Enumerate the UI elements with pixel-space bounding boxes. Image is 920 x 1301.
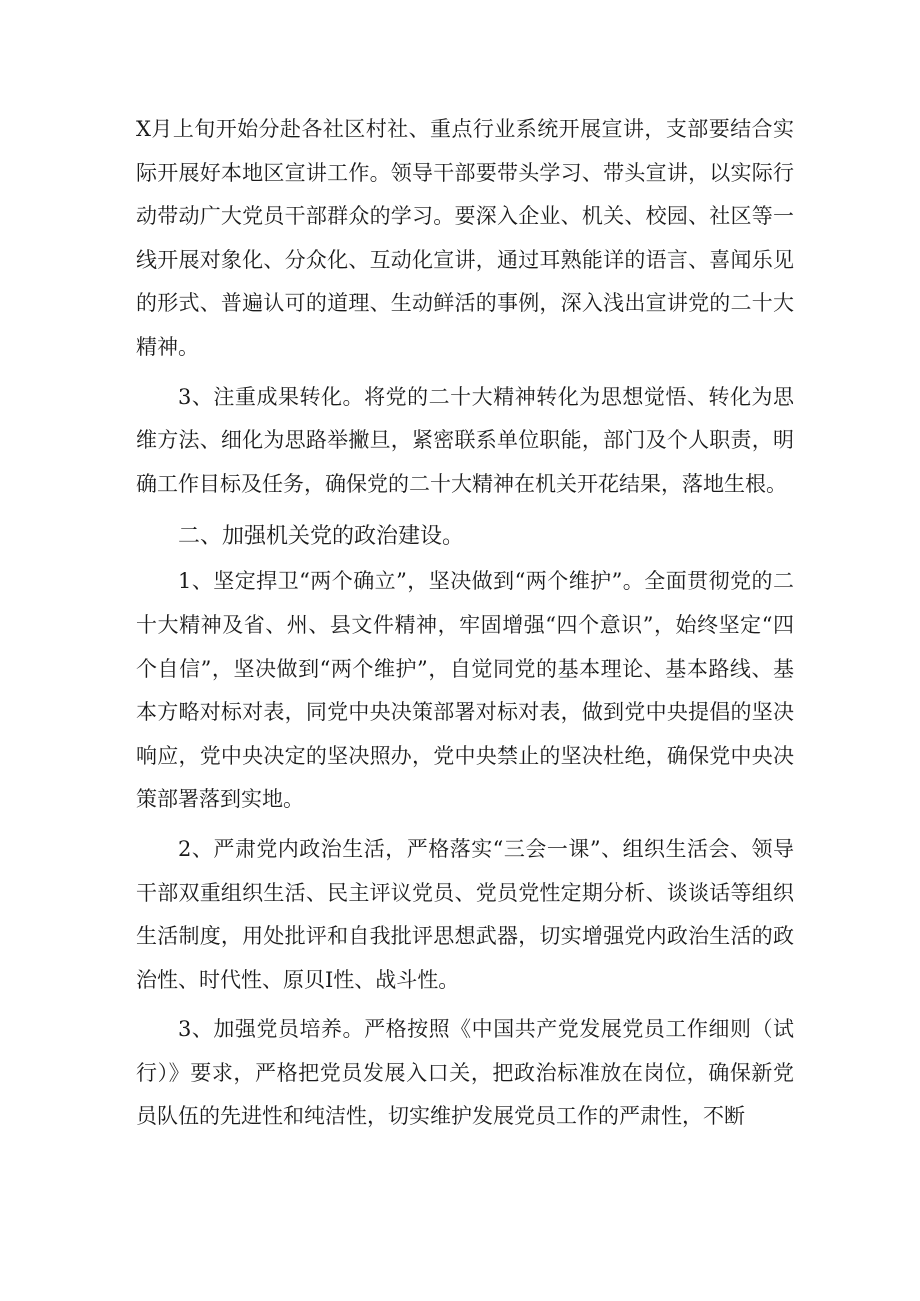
- paragraph-achievement-transformation: 3、注重成果转化。将党的二十大精神转化为思想觉悟、转化为思维方法、细化为思路举撇旦，紧密联系单位职能，部门及个人职责，明确工作目标及任务，确保党的二十大精神在机关开花结果，落地生根。: [136, 384, 794, 496]
- section-heading-political-building: 二、加强机关党的政治建设。: [178, 524, 465, 550]
- paragraph-two-safeguards: 1、坚定捍卫“两个确立”，坚决做到“两个维护”。全面贯彻党的二十大精神及省、州、县文件精神，牢固增强“四个意识”，始终坚定“四个自信”，坚决做到“两个维护”，自觉同党的基本理论、基本路线、基本方略对标对表，同党中央决策部署对标对表，做到党中央提倡的坚决响应，党中央决定的坚决照办，党中央禁止的坚决杜绝，确保党中央决策部署落到实地。: [136, 569, 794, 812]
- paragraph-political-life: 2、严肃党内政治生活，严格落实“三会一课”、组织生活会、领导干部双重组织生活、民主评议党员、党员党性定期分析、谈谈话等组织生活制度，用处批评和自我批评思想武器，切实增强党内政治生活的政治性、时代性、原贝I性、战斗性。: [136, 836, 794, 992]
- paragraph-continuation: X月上旬开始分赴各社区村社、重点行业系统开展宣讲，支部要结合实际开展好本地区宣讲工作。领导干部要带头学习、带头宣讲，以实际行动带动广大党员干部群众的学习。要深入企业、机关、校园、社区等一线开展对象化、分众化、互动化宣讲，通过耳熟能详的语言、喜闻乐见的形式、普遍认可的道理、生动鲜活的事例，深入浅出宣讲党的二十大精神。: [136, 117, 794, 359]
- paragraph-member-training: 3、加强党员培养。严格按照《中国共产党发展党员工作细则（试行）》要求，严格把党员发展入口关，把政治标准放在岗位，确保新党员队伍的先进性和纯洁性，切实维护发展党员工作的严肃性，不断: [136, 1017, 794, 1129]
